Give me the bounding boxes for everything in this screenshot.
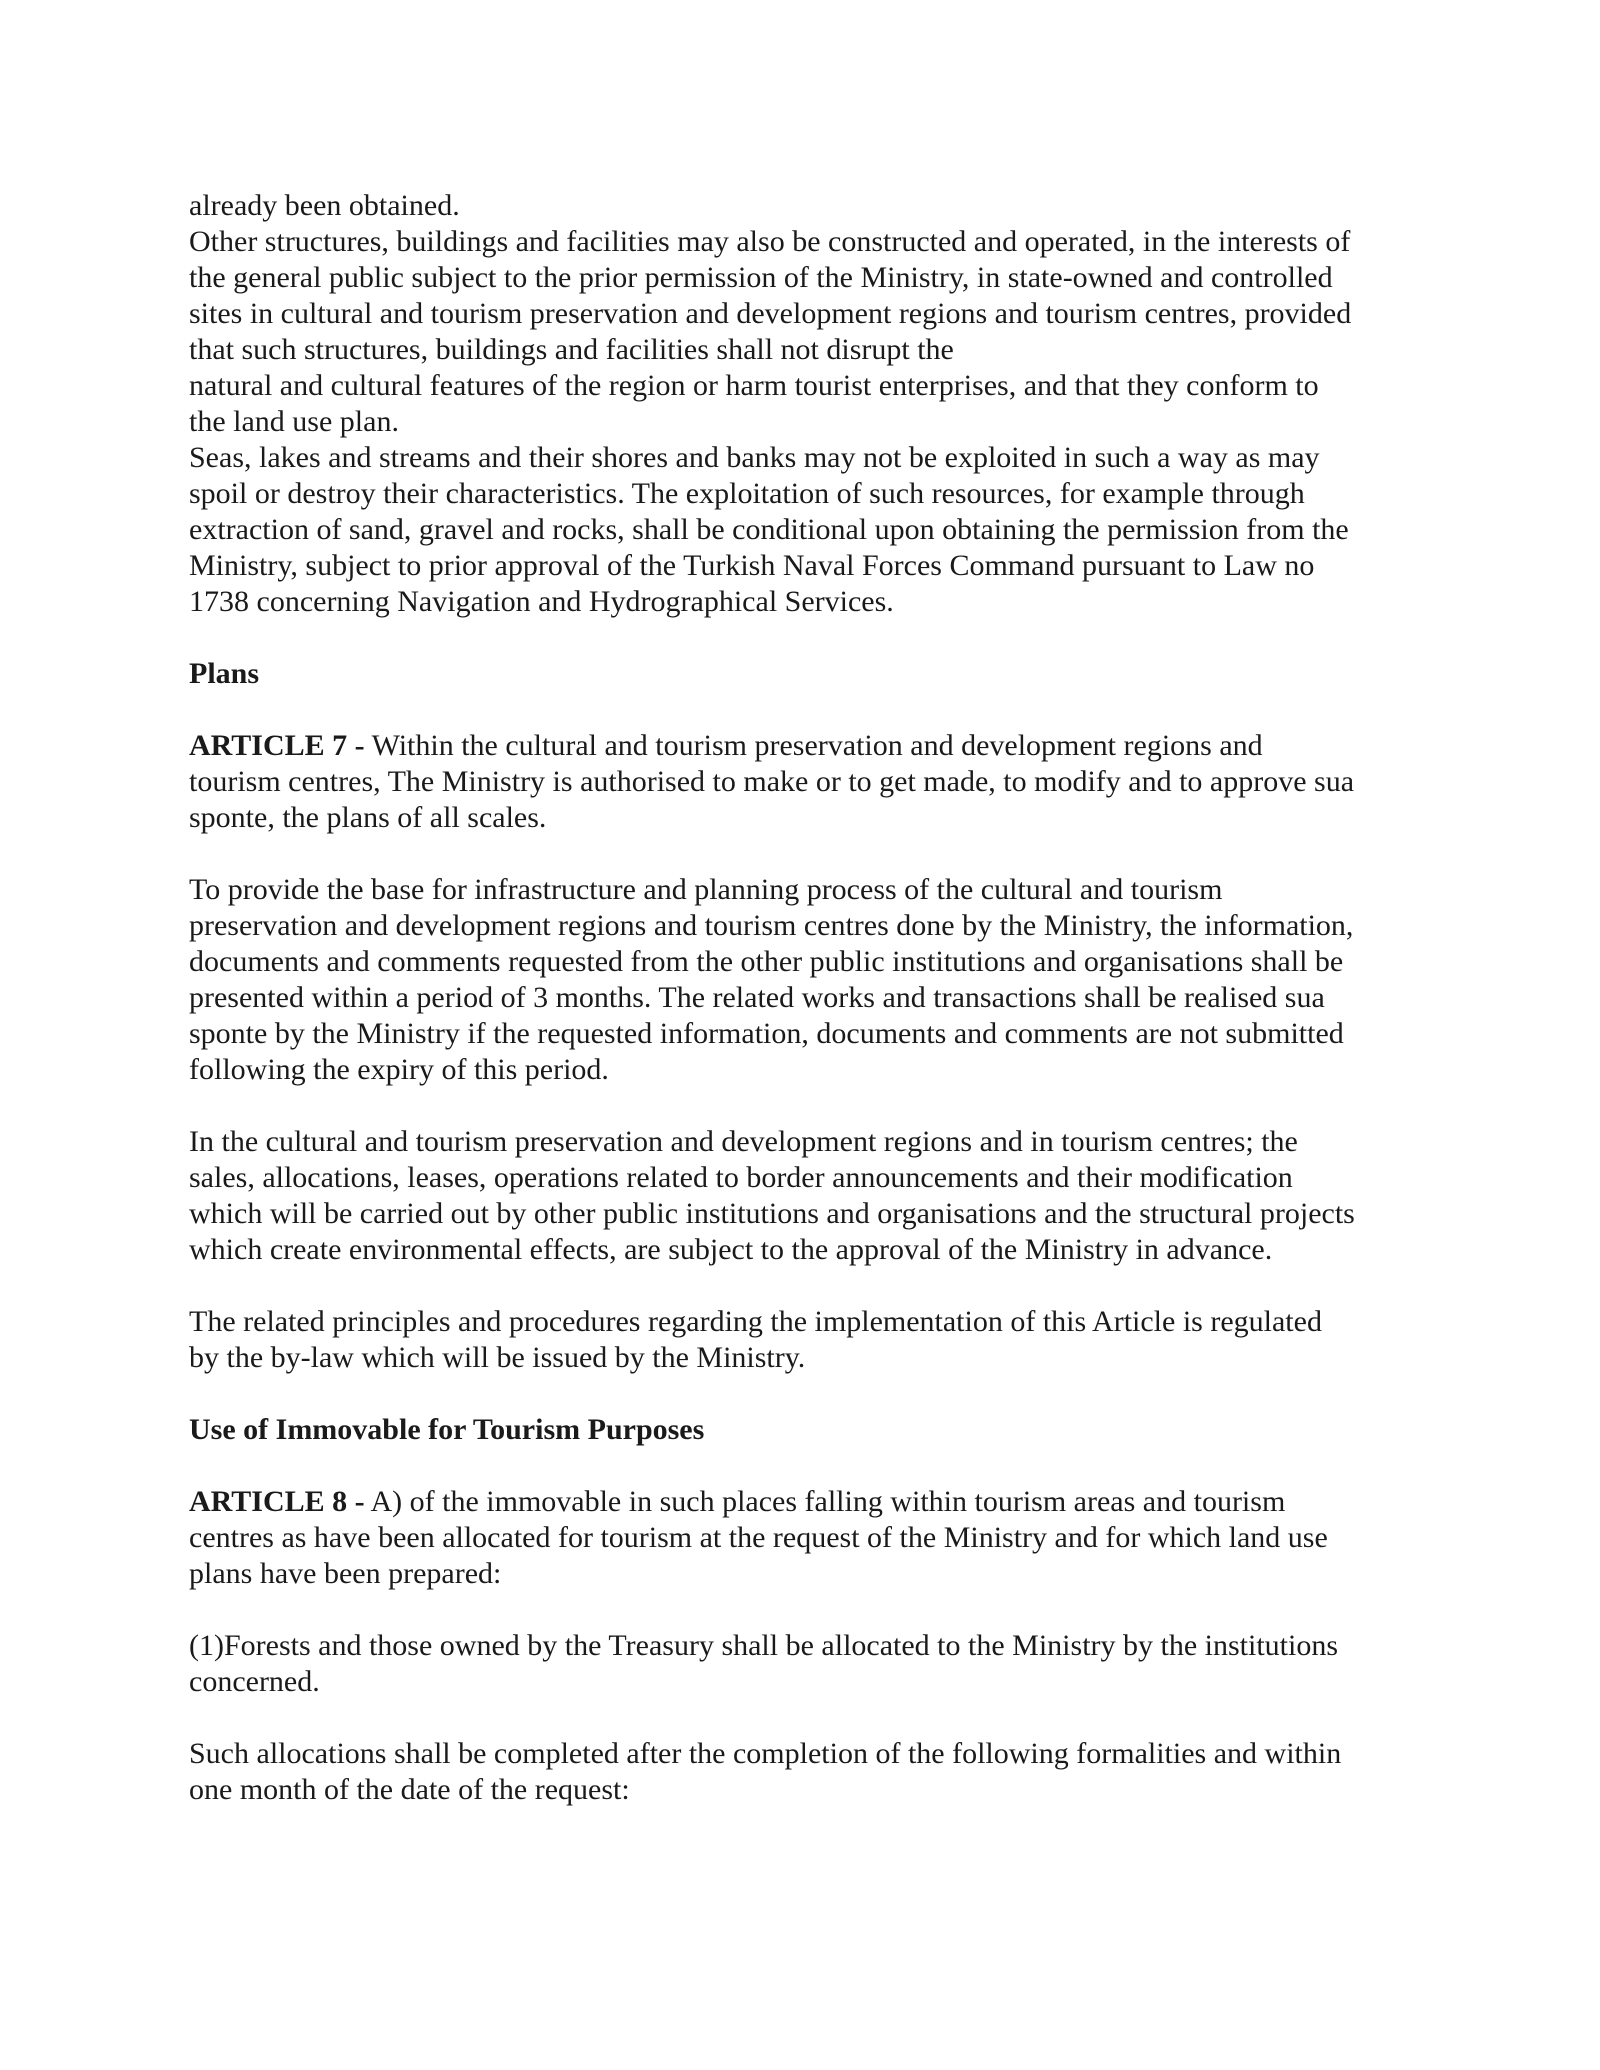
paragraph-gap [189,1376,1429,1412]
text-line: extraction of sand, gravel and rocks, shall be conditional upon obtaining the permission from the [189,513,1349,546]
paragraph-gap [189,1448,1429,1484]
text-line: Ministry, subject to prior approval of the Turkish Naval Forces Command pursuant to Law no [189,549,1315,582]
paragraph-gap [189,1268,1429,1304]
text-line: preservation and development regions and tourism centres done by the Ministry, the information, [189,909,1354,942]
paragraph-gap [189,692,1429,728]
paragraph-infrastructure [189,872,1429,1088]
paragraph-gap [189,1700,1429,1736]
article-8-first-line [189,1484,1429,1520]
paragraph-top [189,188,1429,620]
paragraph-gap [189,1088,1429,1124]
article-7-first-text: Within the cultural and tourism preservation and development regions and [364,729,1263,762]
paragraph-gap [189,620,1429,656]
text-line: sites in cultural and tourism preservation and development regions and tourism centres, provided [189,297,1352,330]
section-heading-plans: Plans [189,657,260,690]
text-line: The related principles and procedures regarding the implementation of this Article is regulated [189,1305,1322,1338]
paragraph-sales [189,1124,1429,1268]
section-heading-use-of-immovable: Use of Immovable for Tourism Purposes [189,1413,705,1446]
document-page [189,188,1429,1808]
paragraph-principles [189,1304,1429,1376]
text-line: presented within a period of 3 months. The related works and transactions shall be realised sua [189,981,1325,1014]
text-line: following the expiry of this period. [189,1053,609,1086]
text-line: the land use plan. [189,405,399,438]
text-line: concerned. [189,1665,320,1698]
text-line: which create environmental effects, are subject to the approval of the Ministry in advance. [189,1233,1273,1266]
text-line: Seas, lakes and streams and their shores and banks may not be exploited in such a way as may [189,441,1320,474]
text-line: already been obtained. [189,189,460,222]
text-line: 1738 concerning Navigation and Hydrographical Services. [189,585,894,618]
article-7 [189,728,1429,836]
text-line: sales, allocations, leases, operations related to border announcements and their modification [189,1161,1293,1194]
text-line: spoil or destroy their characteristics. The exploitation of such resources, for example through [189,477,1305,510]
text-line: documents and comments requested from the other public institutions and organisations shall be [189,945,1344,978]
text-line: that such structures, buildings and facilities shall not disrupt the [189,333,954,366]
text-line: In the cultural and tourism preservation and development regions and in tourism centres; the [189,1125,1298,1158]
article-7-first-line [189,728,1429,764]
paragraph-forests [189,1628,1429,1700]
article-8 [189,1484,1429,1592]
text-line: sponte by the Ministry if the requested information, documents and comments are not submitted [189,1017,1344,1050]
text-line: Such allocations shall be completed after the completion of the following formalities and within [189,1737,1342,1770]
text-line: natural and cultural features of the region or harm tourist enterprises, and that they conform to [189,369,1319,402]
text-line: tourism centres, The Ministry is authorised to make or to get made, to modify and to approve sua [189,765,1355,798]
text-line: plans have been prepared: [189,1557,502,1590]
text-line: centres as have been allocated for tourism at the request of the Ministry and for which land use [189,1521,1328,1554]
text-line: (1)Forests and those owned by the Treasury shall be allocated to the Ministry by the institutions [189,1629,1339,1662]
text-line: To provide the base for infrastructure and planning process of the cultural and tourism [189,873,1223,906]
paragraph-allocations [189,1736,1429,1808]
article-7-label: ARTICLE 7 - [189,729,365,762]
paragraph-gap [189,1592,1429,1628]
text-line: Other structures, buildings and facilities may also be constructed and operated, in the interests of [189,225,1351,258]
article-8-label: ARTICLE 8 - [189,1485,365,1518]
text-line: one month of the date of the request: [189,1773,630,1806]
text-line: which will be carried out by other public institutions and organisations and the structural projects [189,1197,1355,1230]
article-8-first-text: A) of the immovable in such places falling within tourism areas and tourism [364,1485,1286,1518]
text-line: the general public subject to the prior permission of the Ministry, in state-owned and controlled [189,261,1333,294]
text-line: by the by-law which will be issued by the Ministry. [189,1341,806,1374]
text-line: sponte, the plans of all scales. [189,801,547,834]
paragraph-gap [189,836,1429,872]
